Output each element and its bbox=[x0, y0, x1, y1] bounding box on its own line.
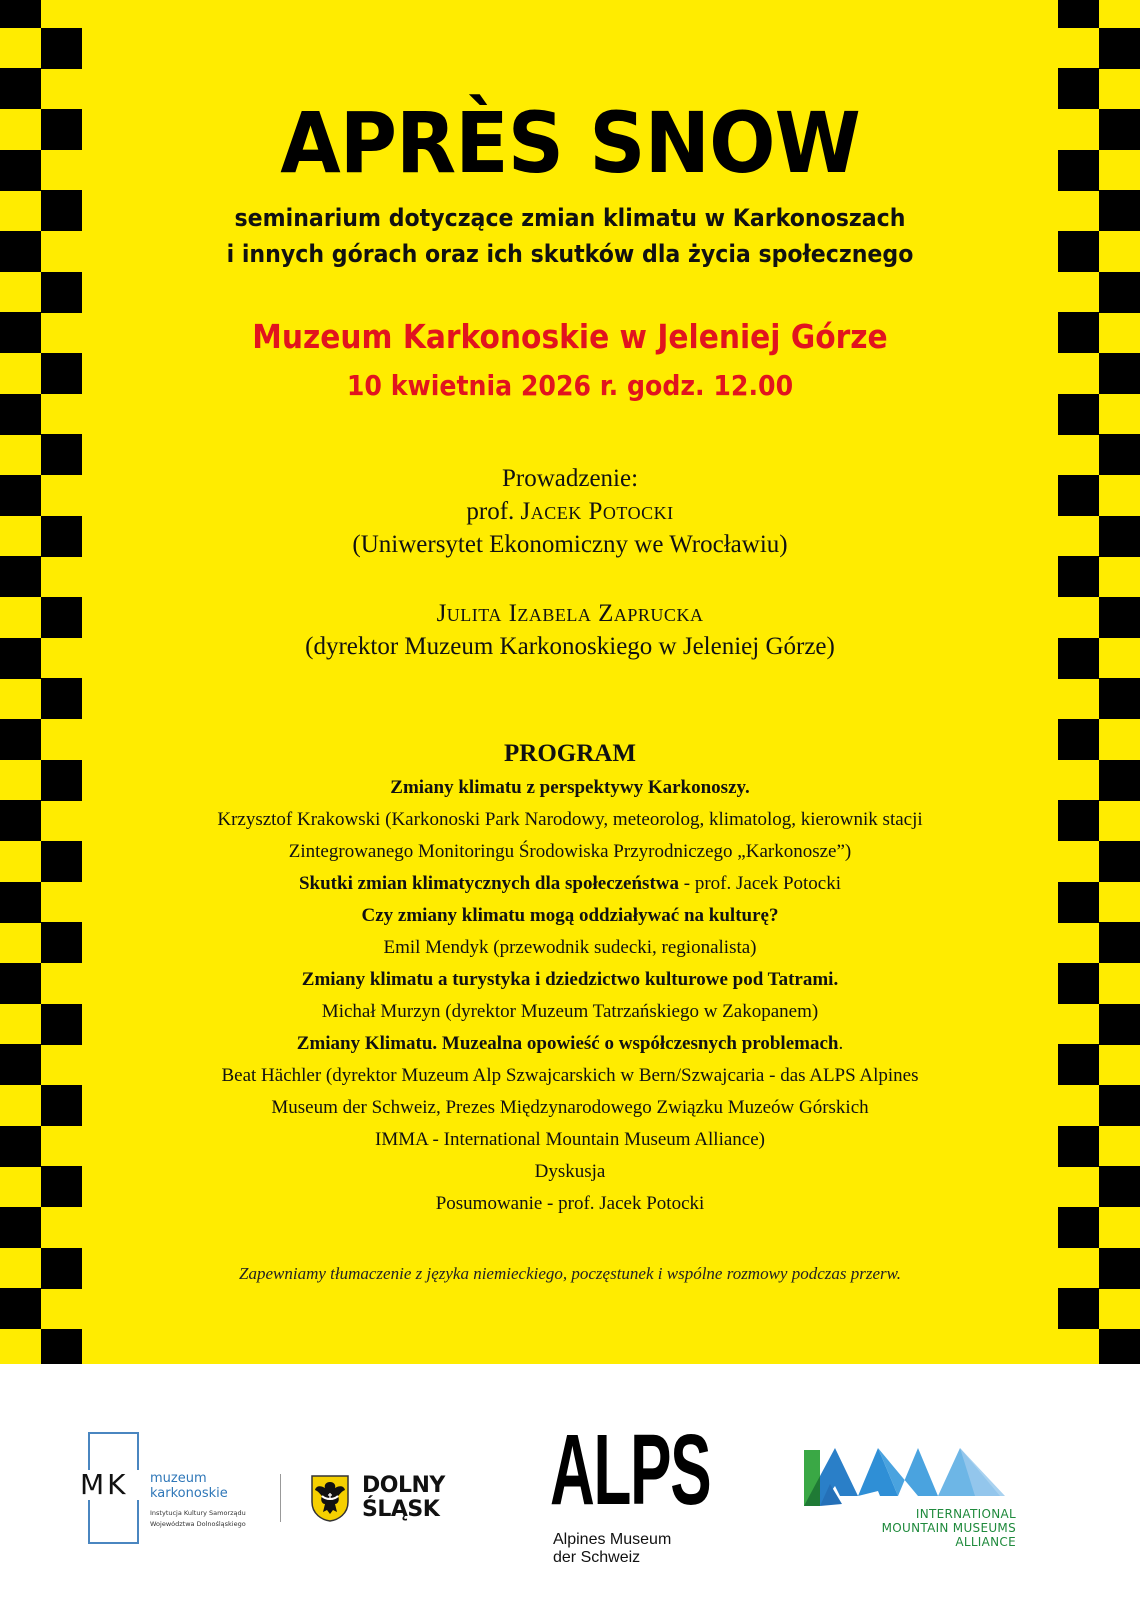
checker-square bbox=[1058, 231, 1099, 272]
event-subtitle bbox=[128, 200, 1011, 272]
program-line-regular: Michał Murzyn (dyrektor Muzeum Tatrzańskiego w Zakopanem) bbox=[321, 1001, 819, 1022]
checker-square bbox=[1099, 109, 1140, 150]
checker-square bbox=[0, 638, 41, 679]
eagle-crest-icon bbox=[310, 1474, 350, 1522]
checker-square bbox=[0, 963, 41, 1004]
checker-square bbox=[1058, 0, 1099, 28]
program-line-regular: Museum der Schweiz, Prezes Międzynarodowego Związku Muzeów Górskich bbox=[271, 1097, 869, 1118]
logo-divider bbox=[280, 1474, 281, 1522]
program-line-bold: Zmiany Klimatu. Muzealna opowieść o współczesnych problemach bbox=[296, 1033, 839, 1054]
checker-square bbox=[0, 1126, 41, 1167]
checker-square bbox=[1099, 272, 1140, 313]
mk-sub-line: Województwa Dolnośląskiego bbox=[150, 1520, 246, 1528]
checker-square bbox=[0, 882, 41, 923]
alps-sub-line: Alpines Museum bbox=[553, 1531, 672, 1548]
checker-square bbox=[0, 1044, 41, 1085]
checker-square bbox=[1099, 1329, 1140, 1364]
imma-line: MOUNTAIN MUSEUMS bbox=[881, 1521, 1016, 1535]
checker-square bbox=[1058, 882, 1099, 923]
checker-square bbox=[1099, 516, 1140, 557]
checker-square bbox=[1099, 353, 1140, 394]
checker-square bbox=[1058, 1288, 1099, 1329]
checker-square bbox=[1099, 841, 1140, 882]
program-line-bold: Zmiany klimatu z perspektywy Karkonoszy. bbox=[390, 777, 750, 798]
checker-square bbox=[1058, 800, 1099, 841]
checker-square bbox=[1058, 1126, 1099, 1167]
program-line-regular: Emil Mendyk (przewodnik sudecki, regionalista) bbox=[383, 937, 757, 958]
program-list bbox=[90, 772, 1050, 1220]
program-line-regular: Beat Hächler (dyrektor Muzeum Alp Szwajcarskich w Bern/Szwajcaria - das ALPS Alpines bbox=[221, 1065, 919, 1086]
program-line bbox=[90, 804, 1050, 836]
checker-square bbox=[1099, 597, 1140, 638]
event-venue: Muzeum Karkonoskie w Jeleniej Górze bbox=[252, 317, 888, 356]
program-line-regular: Posumowanie - prof. Jacek Potocki bbox=[435, 1193, 705, 1214]
checker-square bbox=[1058, 150, 1099, 191]
program-line-regular: Dyskusja bbox=[534, 1161, 606, 1182]
checker-square bbox=[1099, 190, 1140, 231]
checker-square bbox=[41, 1248, 82, 1289]
checker-square bbox=[1099, 1085, 1140, 1126]
slask-line: ŚLĄSK bbox=[362, 1497, 440, 1522]
subtitle-line: i innych górach oraz ich skutków dla życia społecznego bbox=[226, 240, 914, 268]
host2-affiliation: (dyrektor Muzeum Karkonoskiego w Jeleniej Górze) bbox=[305, 633, 835, 660]
alps-wordmark: ALPS bbox=[550, 1414, 711, 1526]
program-line bbox=[90, 836, 1050, 868]
checker-square bbox=[41, 1329, 82, 1364]
checker-square bbox=[0, 1207, 41, 1248]
program-line bbox=[90, 1092, 1050, 1124]
host2-name: Julita Izabela Zaprucka bbox=[436, 600, 704, 627]
host2-section bbox=[90, 597, 1050, 663]
mk-sub-line: Instytucja Kultury Samorządu bbox=[150, 1509, 246, 1517]
checker-square bbox=[41, 28, 82, 69]
checker-square bbox=[1058, 638, 1099, 679]
checker-square bbox=[1058, 963, 1099, 1004]
program-line-regular: . bbox=[838, 1033, 844, 1054]
checker-square bbox=[41, 434, 82, 475]
checker-square bbox=[41, 272, 82, 313]
host1-prefix: prof. bbox=[466, 498, 521, 525]
checker-square bbox=[1099, 678, 1140, 719]
program-line-regular: - prof. Jacek Potocki bbox=[679, 873, 841, 894]
checker-square bbox=[41, 109, 82, 150]
alps-sub-line: der Schweiz bbox=[553, 1549, 641, 1566]
checker-square bbox=[0, 150, 41, 191]
checker-square bbox=[0, 800, 41, 841]
checker-square bbox=[1058, 719, 1099, 760]
checker-square bbox=[1099, 28, 1140, 69]
subtitle-line: seminarium dotyczące zmian klimatu w Karkonoszach bbox=[234, 204, 906, 232]
program-line bbox=[90, 932, 1050, 964]
mk-logo-letters: MK bbox=[80, 1470, 152, 1500]
checker-square bbox=[41, 760, 82, 801]
program-line bbox=[90, 1060, 1050, 1092]
program-line bbox=[90, 996, 1050, 1028]
checker-square bbox=[41, 1085, 82, 1126]
dolny-line: DOLNY bbox=[362, 1473, 445, 1498]
program-title: PROGRAM bbox=[504, 740, 636, 767]
program-line-bold: Skutki zmian klimatycznych dla społeczeństwa bbox=[298, 873, 680, 894]
host1-name: Jacek Potocki bbox=[520, 498, 674, 525]
imma-line: ALLIANCE bbox=[955, 1535, 1016, 1549]
program-line-regular: IMMA - International Mountain Museum Alliance) bbox=[375, 1129, 765, 1150]
checker-square bbox=[0, 231, 41, 272]
checker-square bbox=[0, 475, 41, 516]
program-line bbox=[90, 964, 1050, 996]
checker-square bbox=[41, 841, 82, 882]
checker-square bbox=[1099, 1166, 1140, 1207]
hosts-label: Prowadzenie: bbox=[501, 465, 639, 492]
mk-logo-subtitle bbox=[150, 1508, 246, 1530]
event-title: APRÈS SNOW bbox=[280, 94, 860, 192]
program-line bbox=[90, 1156, 1050, 1188]
imma-mountains-icon bbox=[800, 1446, 1020, 1506]
checker-square bbox=[41, 1004, 82, 1045]
program-line bbox=[90, 868, 1050, 900]
checker-square bbox=[0, 1288, 41, 1329]
program-line bbox=[90, 1028, 1050, 1060]
mk-name-line: karkonoskie bbox=[150, 1486, 228, 1501]
checker-square bbox=[41, 678, 82, 719]
host1-affiliation: (Uniwersytet Ekonomiczny we Wrocławiu) bbox=[352, 531, 788, 558]
checker-border-left bbox=[0, 0, 82, 1364]
checker-square bbox=[41, 190, 82, 231]
checker-square bbox=[1099, 760, 1140, 801]
checker-square bbox=[1058, 312, 1099, 353]
checker-square bbox=[1058, 68, 1099, 109]
checker-square bbox=[0, 719, 41, 760]
checker-square bbox=[41, 353, 82, 394]
checker-square bbox=[41, 597, 82, 638]
checker-square bbox=[1099, 1004, 1140, 1045]
checker-square bbox=[1058, 394, 1099, 435]
checker-square bbox=[41, 516, 82, 557]
checker-square bbox=[1058, 1207, 1099, 1248]
hosts-section bbox=[90, 462, 1050, 561]
program-line bbox=[90, 772, 1050, 804]
mk-logo-name bbox=[150, 1471, 228, 1501]
program-line-bold: Czy zmiany klimatu mogą oddziaływać na kulturę? bbox=[361, 905, 779, 926]
checker-square bbox=[1099, 434, 1140, 475]
checker-square bbox=[0, 312, 41, 353]
mk-name-line: muzeum bbox=[150, 1471, 207, 1486]
program-line-regular: Krzysztof Krakowski (Karkonoski Park Narodowy, meteorolog, klimatolog, kierownik stacji bbox=[217, 809, 923, 830]
program-line bbox=[90, 1124, 1050, 1156]
imma-wordmark bbox=[836, 1507, 1016, 1549]
footnote: Zapewniamy tłumaczenie z języka niemieckiego, poczęstunek i wspólne rozmowy podczas przerw. bbox=[239, 1264, 901, 1283]
checker-square bbox=[0, 556, 41, 597]
checker-square bbox=[1058, 1044, 1099, 1085]
checker-border-right bbox=[1058, 0, 1140, 1364]
program-line bbox=[90, 1188, 1050, 1220]
checker-square bbox=[1099, 922, 1140, 963]
checker-square bbox=[1058, 475, 1099, 516]
dolny-slask-wordmark bbox=[362, 1474, 445, 1522]
checker-square bbox=[0, 68, 41, 109]
checker-square bbox=[0, 0, 41, 28]
program-line-regular: Zintegrowanego Monitoringu Środowiska Przyrodniczego „Karkonosze”) bbox=[288, 841, 852, 862]
host1-name-line bbox=[90, 495, 1050, 528]
checker-square bbox=[1058, 556, 1099, 597]
event-date: 10 kwietnia 2026 r. godz. 12.00 bbox=[346, 369, 794, 402]
checker-square bbox=[41, 922, 82, 963]
checker-square bbox=[0, 394, 41, 435]
imma-line: INTERNATIONAL bbox=[915, 1507, 1016, 1521]
program-line-bold: Zmiany klimatu a turystyka i dziedzictwo kulturowe pod Tatrami. bbox=[301, 969, 839, 990]
checker-square bbox=[1099, 1248, 1140, 1289]
alps-subtitle bbox=[553, 1531, 671, 1567]
checker-square bbox=[41, 1166, 82, 1207]
program-line bbox=[90, 900, 1050, 932]
